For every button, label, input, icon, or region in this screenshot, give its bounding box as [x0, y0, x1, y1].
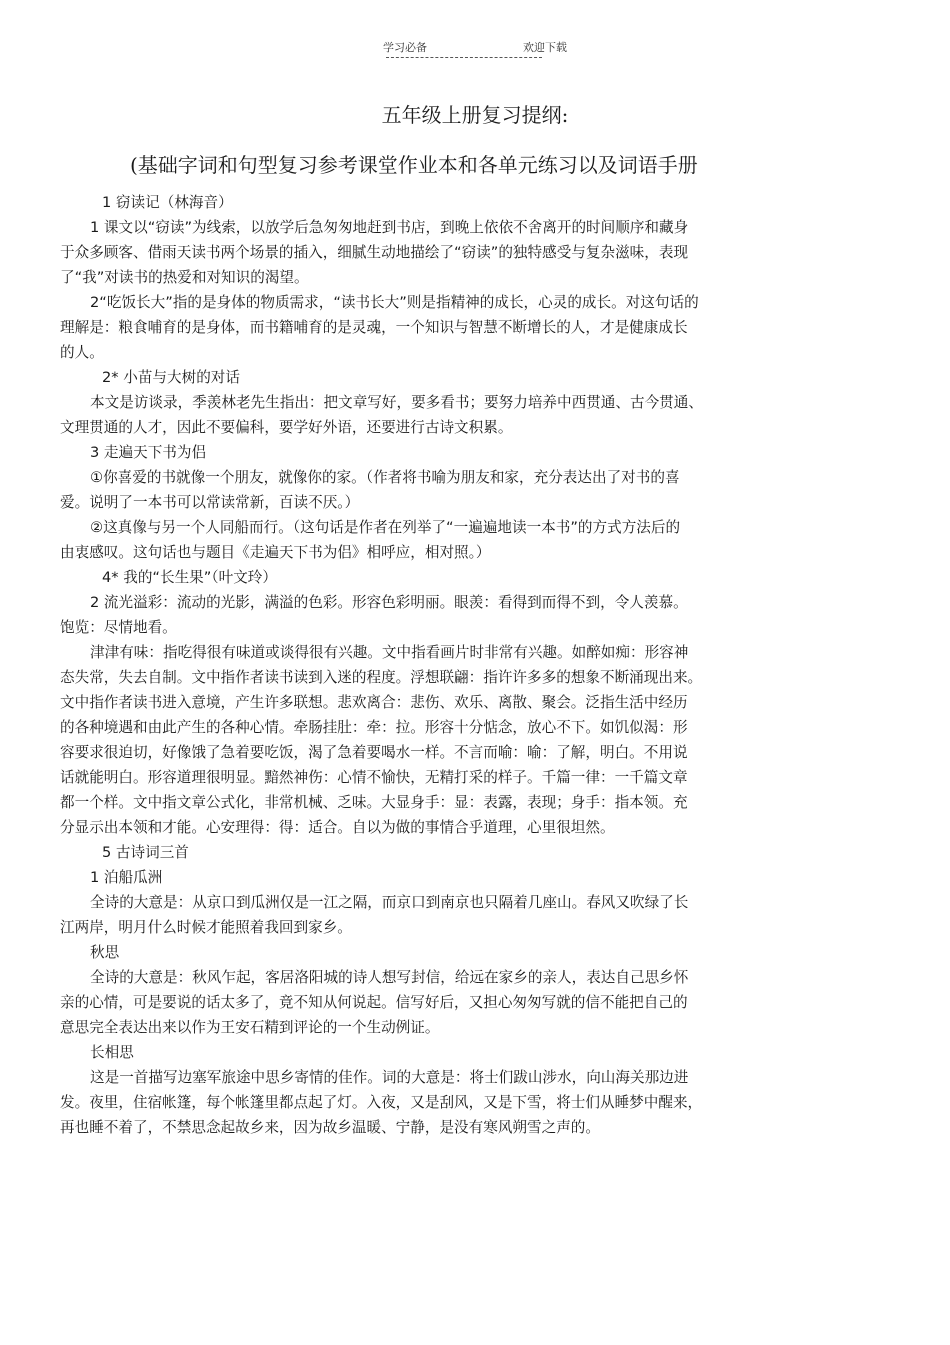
text-line: 2 流光溢彩：流动的光影，满溢的色彩。形容色彩明丽。眼羡：看得到而得不到，令人羡慕。: [90, 594, 688, 611]
section-heading: 1 窃读记（林海音）: [102, 194, 233, 211]
text-line: 亲的心情，可是要说的话太多了，竟不知从何说起。信写好后，又担心匆匆写就的信不能把自己的: [60, 994, 688, 1011]
header-divider: [386, 57, 542, 58]
text-line: 再也睡不着了，不禁思念起故乡来，因为故乡温暖、宁静，是没有寒风朔雪之声的。: [60, 1119, 600, 1136]
document-body: [60, 190, 880, 1140]
text-line: ②这真像与另一个人同船而行。（这句话是作者在列举了“一遍遍地读一本书”的方式方法后的: [90, 519, 681, 536]
text-line: 文理贯通的人才，因此不要偏科，要学好外语，还要进行古诗文积累。: [60, 419, 513, 436]
text-line: 这是一首描写边塞军旅途中思乡寄情的佳作。词的大意是：将士们跋山涉水，向山海关那边进: [90, 1069, 689, 1086]
poem-title: 秋思: [90, 944, 120, 961]
text-line: 江两岸，明月什么时候才能照着我回到家乡。: [60, 919, 352, 936]
text-line: 了“我”对读书的热爱和对知识的渴望。: [60, 269, 309, 286]
section-heading: 2* 小苗与大树的对话: [102, 369, 240, 386]
text-line: 分显示出本领和才能。心安理得：得：适合。自以为做的事情合乎道理，心里很坦然。: [60, 819, 615, 836]
document-title: 五年级上册复习提纲:: [381, 103, 569, 127]
text-line: ①你喜爱的书就像一个朋友，就像你的家。（作者将书喻为朋友和家，充分表达出了对书的喜: [90, 469, 680, 486]
text-line: 话就能明白。形容道理很明显。黯然神伤：心情不愉快，无精打采的样子。千篇一律：一千篇文章: [60, 769, 688, 786]
header-left-text: 学习必备: [383, 41, 427, 54]
document-subtitle: (基础字词和句型复习参考课堂作业本和各单元练习以及词语手册: [130, 153, 698, 177]
text-line: 发。夜里，住宿帐篷，每个帐篷里都点起了灯。入夜，又是刮风，又是下雪，将士们从睡梦中醒来，: [60, 1094, 703, 1111]
text-line: 文中指作者读书进入意境，产生许多联想。悲欢离合：悲伤、欢乐、离散、聚会。泛指生活中经历: [60, 694, 688, 711]
text-line: 本文是访谈录，季羡林老先生指出：把文章写好，要多看书；要努力培养中西贯通、古今贯通、: [90, 394, 703, 411]
text-line: 由衷感叹。这句话也与题目《走遍天下书为侣》相呼应，相对照。）: [60, 544, 491, 561]
text-line: 饱览：尽情地看。: [60, 619, 177, 636]
text-line: 爱。说明了一本书可以常读常新，百读不厌。）: [60, 494, 360, 511]
text-line: 都一个样。文中指文章公式化，非常机械、乏味。大显身手：显：表露，表现；身手：指本领。充: [60, 794, 688, 811]
section-heading: 3 走遍天下书为侣: [90, 444, 207, 461]
text-line: 1 课文以“窃读”为线索，以放学后急匆匆地赶到书店，到晚上依依不舍离开的时间顺序和藏身: [90, 219, 689, 236]
page-header: [0, 40, 950, 56]
text-line: 2“吃饭长大”指的是身体的物质需求，“读书长大”则是指精神的成长，心灵的成长。对这句话的: [90, 294, 699, 311]
text-line: 津津有味：指吃得很有味道或谈得很有兴趣。文中指看画片时非常有兴趣。如醉如痴：形容神: [90, 644, 689, 661]
text-line: 于众多顾客、借雨天读书两个场景的插入，细腻生动地描绘了“窃读”的独特感受与复杂滋味，表现: [60, 244, 689, 261]
text-line: 理解是：粮食哺育的是身体，而书籍哺育的是灵魂，一个知识与智慧不断增长的人，才是健康成长: [60, 319, 688, 336]
text-line: 全诗的大意是：秋风乍起，客居洛阳城的诗人想写封信，给远在家乡的亲人，表达自己思乡怀: [90, 969, 689, 986]
section-heading: 4* 我的“长生果”（叶文玲）: [102, 569, 277, 586]
text-line: 容要求很迫切，好像饿了急着要吃饭，渴了急着要喝水一样。不言而喻：喻：了解，明白。不用说: [60, 744, 688, 761]
poem-title: 长相思: [90, 1044, 134, 1061]
text-line: 态失常，失去自制。文中指作者读书读到入迷的程度。浮想联翩：指许许多多的想象不断涌现出来。: [60, 669, 703, 686]
text-line: 全诗的大意是：从京口到瓜洲仅是一江之隔，而京口到南京也只隔着几座山。春风又吹绿了长: [90, 894, 689, 911]
poem-title: 1 泊船瓜洲: [90, 869, 163, 886]
text-line: 的各种境遇和由此产生的各种心情。牵肠挂肚：牵：拉。形容十分惦念，放心不下。如饥似渴：形: [60, 719, 688, 736]
header-right-text: 欢迎下载: [523, 41, 567, 54]
section-heading: 5 古诗词三首: [102, 844, 189, 861]
text-line: 的人。: [60, 344, 104, 361]
text-line: 意思完全表达出来以作为王安石精到评论的一个生动例证。: [60, 1019, 440, 1036]
